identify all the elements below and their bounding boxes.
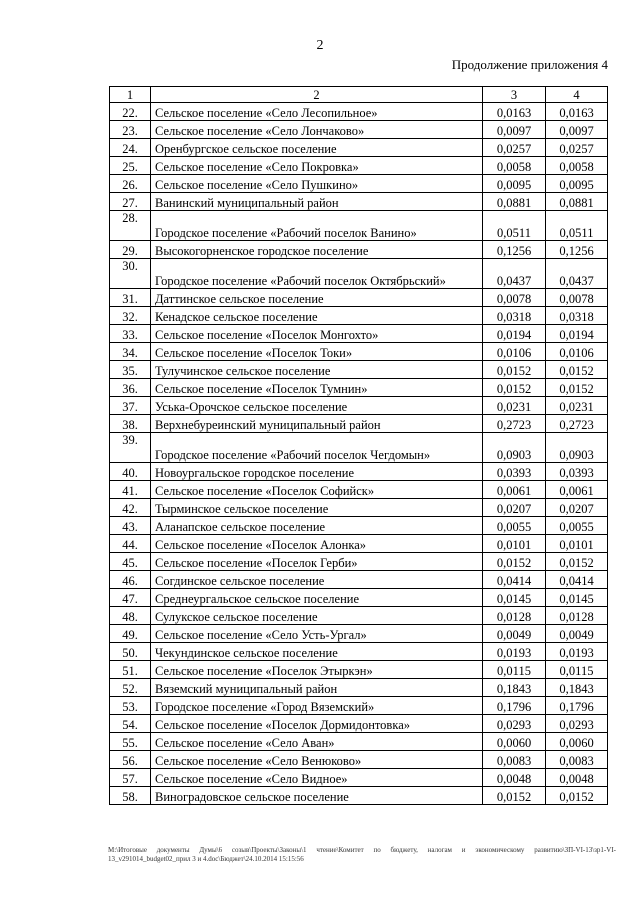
row-value-col3: 0,0414 <box>483 571 546 589</box>
row-value-col3: 0,0152 <box>483 787 546 805</box>
row-value-col3: 0,0194 <box>483 325 546 343</box>
row-value-col4: 0,0293 <box>546 715 608 733</box>
row-number: 42. <box>110 499 151 517</box>
row-number: 48. <box>110 607 151 625</box>
table-row <box>110 751 608 769</box>
row-value-col3: 0,1256 <box>483 241 546 259</box>
table-row <box>110 535 608 553</box>
row-value-col4: 0,0115 <box>546 661 608 679</box>
table-row <box>110 415 608 433</box>
row-number: 45. <box>110 553 151 571</box>
row-value-col3: 0,0115 <box>483 661 546 679</box>
row-value-col4: 0,1796 <box>546 697 608 715</box>
row-value-col4: 0,0152 <box>546 553 608 571</box>
row-value-col3: 0,0145 <box>483 589 546 607</box>
row-value-col4: 0,0128 <box>546 607 608 625</box>
row-value-col4: 0,0060 <box>546 733 608 751</box>
row-name: Сулукское сельское поселение <box>151 607 483 625</box>
row-name: Ванинский муниципальный район <box>151 193 483 211</box>
row-name: Сельское поселение «Село Лесопильное» <box>151 103 483 121</box>
row-name: Сельское поселение «Село Венюково» <box>151 751 483 769</box>
row-value-col4: 0,0318 <box>546 307 608 325</box>
row-name: Среднеургальское сельское поселение <box>151 589 483 607</box>
row-name: Городское поселение «Рабочий поселок Чегдомын» <box>151 433 483 463</box>
row-name: Чекундинское сельское поселение <box>151 643 483 661</box>
row-number: 26. <box>110 175 151 193</box>
row-number: 56. <box>110 751 151 769</box>
table-row <box>110 643 608 661</box>
table-row <box>110 211 608 241</box>
row-value-col3: 0,0393 <box>483 463 546 481</box>
row-value-col3: 0,1843 <box>483 679 546 697</box>
row-value-col3: 0,0318 <box>483 307 546 325</box>
row-name: Сельское поселение «Поселок Герби» <box>151 553 483 571</box>
allocation-table <box>109 86 608 805</box>
row-name: Сельское поселение «Поселок Дормидонтовка» <box>151 715 483 733</box>
table-row <box>110 433 608 463</box>
row-name: Высокогорненское городское поселение <box>151 241 483 259</box>
row-value-col3: 0,0152 <box>483 553 546 571</box>
row-number: 34. <box>110 343 151 361</box>
table-row <box>110 607 608 625</box>
table-row <box>110 733 608 751</box>
row-number: 49. <box>110 625 151 643</box>
table-row <box>110 325 608 343</box>
row-name: Городское поселение «Рабочий поселок Октябрьский» <box>151 259 483 289</box>
row-value-col4: 0,0193 <box>546 643 608 661</box>
row-name: Сельское поселение «Село Покровка» <box>151 157 483 175</box>
row-name: Сельское поселение «Поселок Токи» <box>151 343 483 361</box>
row-number: 31. <box>110 289 151 307</box>
row-value-col4: 0,0101 <box>546 535 608 553</box>
row-name: Сельское поселение «Село Аван» <box>151 733 483 751</box>
file-path-footer: M:\Итоговые документы Думы\6 созыв\Проекты\Законы\1 чтение\Комитет по бюджету, налогам и экономическому развитию\ЗП-VI-13\зр1-VI-13_v291014_budget02_прил 3 и 4.doc\Бюджет\24.10.2014 15:15:56 <box>108 846 616 863</box>
row-number: 30. <box>110 259 151 289</box>
row-name: Городское поселение «Город Вяземский» <box>151 697 483 715</box>
table-header-row <box>110 87 608 103</box>
row-number: 58. <box>110 787 151 805</box>
row-name: Уська-Орочское сельское поселение <box>151 397 483 415</box>
row-name: Сельское поселение «Село Видное» <box>151 769 483 787</box>
row-value-col3: 0,0061 <box>483 481 546 499</box>
row-value-col4: 0,0903 <box>546 433 608 463</box>
row-number: 38. <box>110 415 151 433</box>
row-value-col4: 0,2723 <box>546 415 608 433</box>
row-value-col4: 0,0414 <box>546 571 608 589</box>
row-value-col4: 0,0257 <box>546 139 608 157</box>
row-number: 32. <box>110 307 151 325</box>
row-value-col3: 0,0128 <box>483 607 546 625</box>
row-value-col4: 0,0049 <box>546 625 608 643</box>
table-row <box>110 241 608 259</box>
row-value-col3: 0,0152 <box>483 361 546 379</box>
row-name: Оренбургское сельское поселение <box>151 139 483 157</box>
row-number: 51. <box>110 661 151 679</box>
row-name: Аланапское сельское поселение <box>151 517 483 535</box>
row-value-col3: 0,0193 <box>483 643 546 661</box>
row-name: Сельское поселение «Поселок Монгохто» <box>151 325 483 343</box>
row-name: Сельское поселение «Село Пушкино» <box>151 175 483 193</box>
table-row <box>110 787 608 805</box>
table-row <box>110 379 608 397</box>
table-row <box>110 571 608 589</box>
row-value-col4: 0,0207 <box>546 499 608 517</box>
row-value-col4: 0,0095 <box>546 175 608 193</box>
row-name: Новоургальское городское поселение <box>151 463 483 481</box>
row-name: Согдинское сельское поселение <box>151 571 483 589</box>
row-value-col3: 0,0083 <box>483 751 546 769</box>
table-row <box>110 175 608 193</box>
row-name: Тулучинское сельское поселение <box>151 361 483 379</box>
row-value-col3: 0,0293 <box>483 715 546 733</box>
table-row <box>110 697 608 715</box>
row-name: Тырминское сельское поселение <box>151 499 483 517</box>
row-value-col4: 0,0055 <box>546 517 608 535</box>
row-name: Сельское поселение «Поселок Софийск» <box>151 481 483 499</box>
row-value-col4: 0,0106 <box>546 343 608 361</box>
table-row <box>110 715 608 733</box>
header-cell-2: 2 <box>151 87 483 103</box>
row-value-col4: 0,0152 <box>546 361 608 379</box>
row-number: 29. <box>110 241 151 259</box>
row-value-col4: 0,0152 <box>546 787 608 805</box>
header-cell-4: 4 <box>546 87 608 103</box>
row-number: 36. <box>110 379 151 397</box>
table-row <box>110 517 608 535</box>
row-value-col3: 0,0231 <box>483 397 546 415</box>
table-row <box>110 481 608 499</box>
row-value-col4: 0,1843 <box>546 679 608 697</box>
table-row <box>110 157 608 175</box>
table-body <box>110 103 608 805</box>
row-name: Сельское поселение «Село Лончаково» <box>151 121 483 139</box>
row-name: Городское поселение «Рабочий поселок Ванино» <box>151 211 483 241</box>
row-number: 24. <box>110 139 151 157</box>
row-value-col4: 0,0048 <box>546 769 608 787</box>
row-value-col3: 0,0257 <box>483 139 546 157</box>
table-row <box>110 661 608 679</box>
row-value-col4: 0,1256 <box>546 241 608 259</box>
row-name: Вяземский муниципальный район <box>151 679 483 697</box>
row-number: 44. <box>110 535 151 553</box>
row-value-col3: 0,0511 <box>483 211 546 241</box>
row-value-col3: 0,0152 <box>483 379 546 397</box>
row-value-col3: 0,0049 <box>483 625 546 643</box>
row-value-col4: 0,0511 <box>546 211 608 241</box>
row-number: 41. <box>110 481 151 499</box>
row-number: 22. <box>110 103 151 121</box>
row-name: Кенадское сельское поселение <box>151 307 483 325</box>
row-name: Сельское поселение «Поселок Этыркэн» <box>151 661 483 679</box>
row-value-col3: 0,0437 <box>483 259 546 289</box>
row-name: Сельское поселение «Село Усть-Ургал» <box>151 625 483 643</box>
table-row <box>110 769 608 787</box>
row-number: 23. <box>110 121 151 139</box>
table-row <box>110 103 608 121</box>
header-cell-1: 1 <box>110 87 151 103</box>
row-number: 35. <box>110 361 151 379</box>
row-value-col4: 0,0078 <box>546 289 608 307</box>
table-row <box>110 121 608 139</box>
row-name: Виноградовское сельское поселение <box>151 787 483 805</box>
row-name: Сельское поселение «Поселок Тумнин» <box>151 379 483 397</box>
row-value-col3: 0,0881 <box>483 193 546 211</box>
row-value-col3: 0,0055 <box>483 517 546 535</box>
row-value-col3: 0,2723 <box>483 415 546 433</box>
row-number: 40. <box>110 463 151 481</box>
table-row <box>110 139 608 157</box>
header-cell-3: 3 <box>483 87 546 103</box>
row-number: 57. <box>110 769 151 787</box>
row-value-col4: 0,0194 <box>546 325 608 343</box>
table-row <box>110 499 608 517</box>
row-value-col3: 0,0078 <box>483 289 546 307</box>
row-value-col3: 0,0106 <box>483 343 546 361</box>
table-row <box>110 343 608 361</box>
table-row <box>110 397 608 415</box>
row-number: 37. <box>110 397 151 415</box>
row-value-col3: 0,0058 <box>483 157 546 175</box>
table-row <box>110 625 608 643</box>
row-value-col4: 0,0881 <box>546 193 608 211</box>
appendix-continuation-label: Продолжение приложения 4 <box>451 57 608 72</box>
table-row <box>110 259 608 289</box>
row-value-col4: 0,0097 <box>546 121 608 139</box>
row-number: 50. <box>110 643 151 661</box>
row-value-col4: 0,0163 <box>546 103 608 121</box>
row-value-col3: 0,1796 <box>483 697 546 715</box>
row-value-col4: 0,0231 <box>546 397 608 415</box>
row-value-col3: 0,0095 <box>483 175 546 193</box>
table-row <box>110 289 608 307</box>
row-value-col3: 0,0097 <box>483 121 546 139</box>
row-number: 53. <box>110 697 151 715</box>
row-value-col3: 0,0060 <box>483 733 546 751</box>
row-value-col4: 0,0437 <box>546 259 608 289</box>
row-value-col4: 0,0152 <box>546 379 608 397</box>
row-value-col4: 0,0145 <box>546 589 608 607</box>
row-name: Верхнебуреинский муниципальный район <box>151 415 483 433</box>
row-number: 33. <box>110 325 151 343</box>
row-number: 54. <box>110 715 151 733</box>
row-number: 25. <box>110 157 151 175</box>
table-row <box>110 553 608 571</box>
row-number: 47. <box>110 589 151 607</box>
row-value-col4: 0,0393 <box>546 463 608 481</box>
table-row <box>110 463 608 481</box>
row-number: 52. <box>110 679 151 697</box>
table-row <box>110 679 608 697</box>
table-row <box>110 307 608 325</box>
page-number: 2 <box>316 38 324 53</box>
row-number: 43. <box>110 517 151 535</box>
row-number: 55. <box>110 733 151 751</box>
row-value-col4: 0,0058 <box>546 157 608 175</box>
row-number: 46. <box>110 571 151 589</box>
row-number: 27. <box>110 193 151 211</box>
row-value-col3: 0,0903 <box>483 433 546 463</box>
table-row <box>110 589 608 607</box>
row-number: 28. <box>110 211 151 241</box>
table-row <box>110 193 608 211</box>
row-number: 39. <box>110 433 151 463</box>
row-name: Даттинское сельское поселение <box>151 289 483 307</box>
row-value-col4: 0,0061 <box>546 481 608 499</box>
row-name: Сельское поселение «Поселок Алонка» <box>151 535 483 553</box>
row-value-col3: 0,0048 <box>483 769 546 787</box>
row-value-col3: 0,0101 <box>483 535 546 553</box>
row-value-col4: 0,0083 <box>546 751 608 769</box>
row-value-col3: 0,0207 <box>483 499 546 517</box>
row-value-col3: 0,0163 <box>483 103 546 121</box>
table-row <box>110 361 608 379</box>
